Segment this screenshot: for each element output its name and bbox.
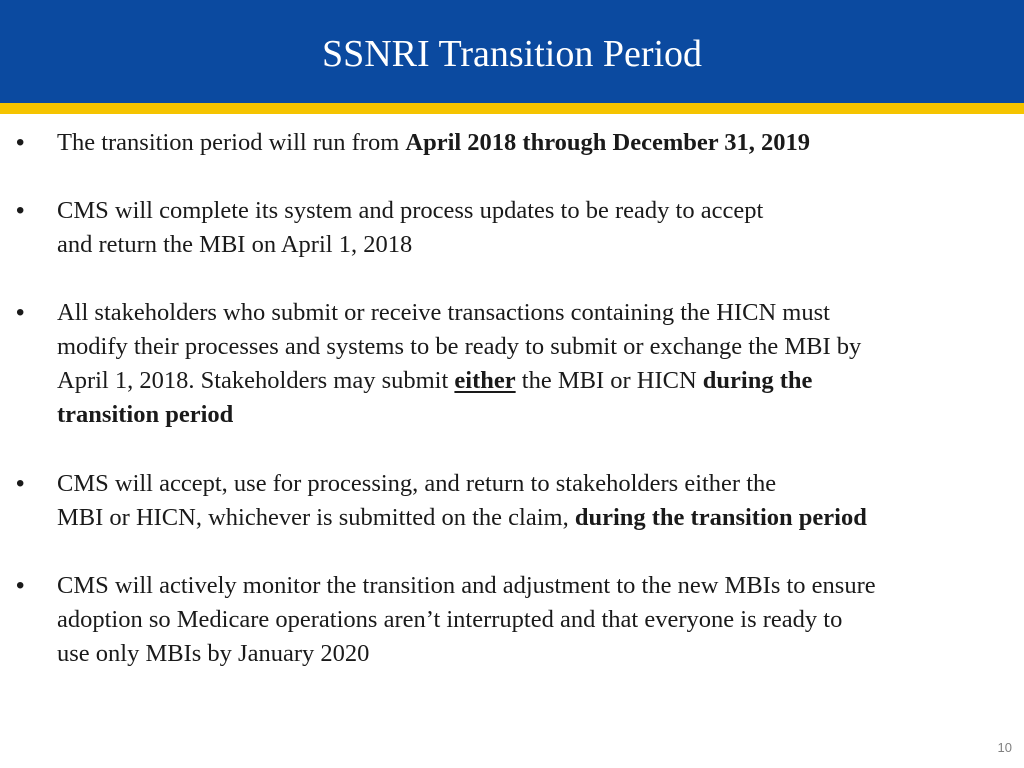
bullet-dot-icon: • (16, 299, 25, 326)
bullet-dot-icon: • (16, 572, 25, 599)
bullet-text (57, 569, 1012, 671)
accent-divider (0, 103, 1024, 114)
text-run: April 1, 2018. Stakeholders may submit (57, 367, 455, 394)
text-line: modify their processes and systems to be ready to submit or exchange the MBI by (57, 333, 862, 360)
emphasis-text: either (454, 367, 516, 394)
title-banner (0, 0, 1024, 103)
text-line: CMS will complete its system and process updates to be ready to accept (57, 197, 764, 224)
bullet-dot-icon: • (16, 197, 25, 224)
bullet-text (57, 194, 1012, 262)
text-run: The transition period will run from (57, 129, 406, 156)
bullet-text (57, 467, 1012, 535)
bullet-dot-icon: • (16, 470, 25, 497)
text-line: CMS will accept, use for processing, and return to stakeholders either the (57, 470, 777, 497)
text-line: and return the MBI on April 1, 2018 (57, 231, 413, 258)
text-run: MBI or HICN, whichever is submitted on the claim, (57, 504, 575, 531)
bullet-text (57, 296, 1012, 432)
bullet-text (57, 126, 1012, 160)
text-line: adoption so Medicare operations aren’t interrupted and that everyone is ready to (57, 606, 843, 633)
text-line: All stakeholders who submit or receive transactions containing the HICN must (57, 299, 830, 326)
text-line: use only MBIs by January 2020 (57, 640, 370, 667)
slide-title: SSNRI Transition Period (321, 33, 703, 75)
emphasis-text: during the (702, 367, 813, 394)
text-line (57, 126, 1012, 160)
text-line: CMS will actively monitor the transition and adjustment to the new MBIs to ensure (57, 572, 876, 599)
text-line (57, 364, 1012, 398)
text-line (57, 501, 1012, 535)
text-run: the MBI or HICN (515, 367, 703, 394)
emphasis-text: during the transition period (574, 504, 867, 531)
emphasis-text: April 2018 through December 31, 2019 (405, 129, 811, 156)
page-number: 10 (997, 740, 1012, 755)
emphasis-text: transition period (57, 401, 234, 428)
bullet-dot-icon: • (16, 129, 25, 156)
